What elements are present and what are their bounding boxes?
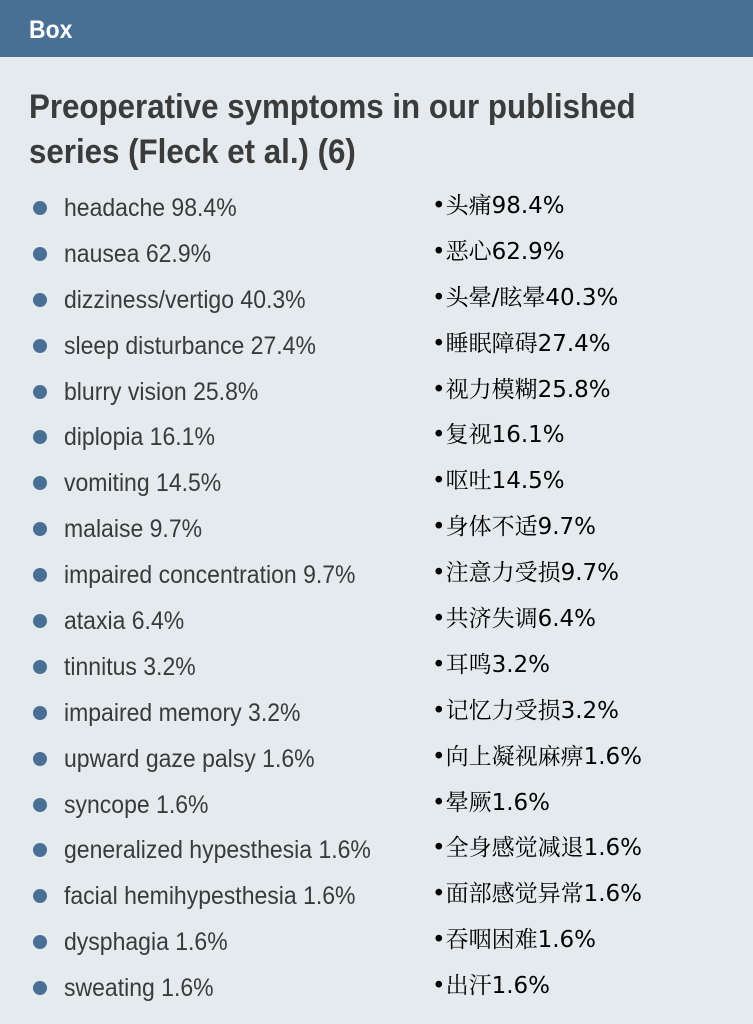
symptom-zh: •头晕/眩晕40.3% (432, 284, 619, 311)
list-item (0, 460, 753, 506)
bullet-icon (33, 706, 47, 720)
list-item (0, 965, 753, 1011)
symptom-zh: •呕吐14.5% (432, 468, 565, 495)
bullet-icon (33, 568, 47, 582)
symptom-en: impaired concentration 9.7% (64, 561, 356, 590)
list-item (0, 277, 753, 323)
symptom-en: nausea 62.9% (64, 239, 212, 268)
box-label: Box (29, 16, 73, 44)
symptom-en: generalized hypesthesia 1.6% (64, 836, 371, 865)
symptom-en: syncope 1.6% (64, 790, 209, 819)
symptom-en: vomiting 14.5% (64, 469, 222, 498)
symptom-en: sleep disturbance 27.4% (64, 331, 316, 360)
bullet-icon (33, 201, 47, 215)
bullet-icon (33, 660, 47, 674)
list-item (0, 873, 753, 919)
symptom-list (0, 185, 753, 1011)
list-item (0, 506, 753, 552)
list-item (0, 736, 753, 782)
bullet-icon (33, 247, 47, 261)
list-item (0, 414, 753, 460)
symptom-zh: •睡眠障碍27.4% (432, 330, 611, 357)
symptom-en: diplopia 16.1% (64, 423, 215, 452)
bullet-icon (33, 476, 47, 490)
symptom-en: blurry vision 25.8% (64, 377, 259, 406)
symptom-zh: •记忆力受损3.2% (432, 697, 619, 724)
symptom-en: tinnitus 3.2% (64, 652, 196, 681)
symptom-zh: •身体不适9.7% (432, 514, 596, 541)
list-item (0, 827, 753, 873)
symptom-zh: •耳鸣3.2% (432, 651, 550, 678)
symptom-zh: •全身感觉减退1.6% (432, 835, 642, 862)
bullet-icon (33, 614, 47, 628)
symptom-zh: •出汗1.6% (432, 973, 550, 1000)
bullet-icon (33, 293, 47, 307)
list-item (0, 185, 753, 231)
symptom-en: headache 98.4% (64, 194, 237, 222)
symptom-zh: •吞咽困难1.6% (432, 927, 596, 954)
list-item (0, 644, 753, 690)
symptom-en: facial hemihypesthesia 1.6% (64, 882, 356, 911)
bullet-icon (33, 843, 47, 857)
symptom-en: upward gaze palsy 1.6% (64, 744, 315, 773)
symptom-zh: •复视16.1% (432, 422, 565, 449)
symptom-en: sweating 1.6% (64, 974, 214, 1003)
symptom-zh: •晕厥1.6% (432, 789, 550, 816)
symptom-zh: •向上凝视麻痹1.6% (432, 743, 642, 770)
symptom-en: impaired memory 3.2% (64, 698, 301, 727)
list-item (0, 552, 753, 598)
symptom-en: dizziness/vertigo 40.3% (64, 285, 306, 314)
symptom-en: dysphagia 1.6% (64, 928, 228, 957)
list-item (0, 598, 753, 644)
list-item (0, 369, 753, 415)
list-item (0, 919, 753, 965)
bullet-icon (33, 981, 47, 995)
list-item (0, 782, 753, 828)
symptom-zh: •共济失调6.4% (432, 606, 596, 633)
bullet-icon (33, 430, 47, 444)
symptom-zh: •注意力受损9.7% (432, 560, 619, 587)
bullet-icon (33, 935, 47, 949)
bullet-icon (33, 522, 47, 536)
list-item (0, 231, 753, 277)
box-header (0, 0, 753, 57)
bullet-icon (33, 339, 47, 353)
symptom-zh: •恶心62.9% (432, 238, 565, 265)
symptom-zh: •面部感觉异常1.6% (432, 881, 642, 908)
bullet-icon (33, 798, 47, 812)
symptom-zh: •头痛98.4% (432, 193, 565, 219)
box-title: Preoperative symptoms in our published series (Fleck et al.) (6) (29, 88, 636, 171)
list-item (0, 323, 753, 369)
symptom-en: malaise 9.7% (64, 515, 203, 544)
bullet-icon (33, 752, 47, 766)
bullet-icon (33, 889, 47, 903)
symptom-zh: •视力模糊25.8% (432, 376, 611, 403)
list-item (0, 690, 753, 736)
bullet-icon (33, 385, 47, 399)
symptom-en: ataxia 6.4% (64, 607, 185, 636)
